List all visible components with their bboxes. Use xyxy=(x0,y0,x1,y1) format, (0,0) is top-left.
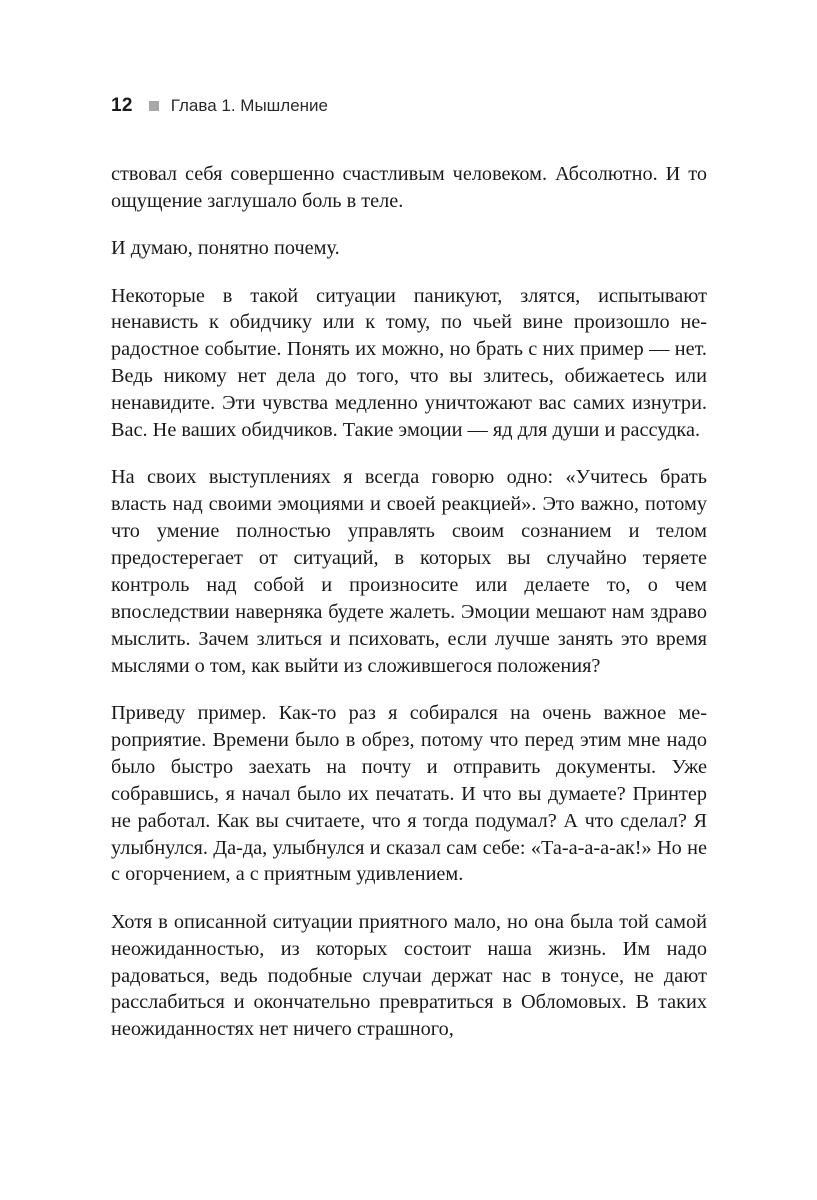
paragraph: Приведу пример. Как-то раз я собирался на очень важное мероприятие. Времени было в обрез, потому что перед этим мне надо было быстро заехать на почту и отправить документы. Уже собравшись, я начал было их печатать. И что вы думаете? Принтер не работал. Как вы считаете, что я тогда подумал? А что сделал? Я улыбнулся. Да-да, улыбнулся и сказал сам себе: «Та-а-а-а-ак!» Но не с огорчением, а с приятным удивлением. xyxy=(111,701,707,886)
paragraph: На своих выступлениях я всегда говорю одно: «Учитесь брать власть над своими эмоциями и своей реакцией». Это важно, потому что умение полностью управлять своим сознанием и телом предостерегает от ситуаций, в которых вы случайно теряете контроль над собой и произносите или делаете то, о чем впоследствии наверняка будете жалеть. Эмоции мешают нам здраво мыслить. Зачем злиться и психовать, если лучше занять это время мыслями о том, как выйти из сложившегося положения? xyxy=(111,466,707,677)
body-text xyxy=(111,161,707,1064)
paragraph: И думаю, понятно почему. xyxy=(111,237,340,260)
paragraph: Некоторые в такой ситуации паникуют, злятся, испытывают ненависть к обидчику или к тому, по чьей вине произошло нерадостное событие. Понять их можно, но брать с них пример — нет. Ведь никому нет дела до того, что вы злитесь, обижаетесь или ненавидите. Эти чувства медленно уничтожают вас самих изнутри. Вас. Не ваших обидчиков. Такие эмоции — яд для души и рассудка. xyxy=(111,284,707,442)
paragraph: Хотя в описанной ситуации приятного мало, но она была той самой неожиданностью, из которых состоит наша жизнь. Им надо радоваться, ведь подобные случаи держат нас в тонусе, не дают расслабиться и окончательно превратиться в Обломовых. В таких неожиданностях нет ничего страшного, xyxy=(111,910,707,1041)
running-head xyxy=(111,92,328,120)
page-number: 12 xyxy=(111,95,133,116)
square-separator-icon xyxy=(149,101,159,111)
paragraph: ствовал себя совершенно счастливым человеком. Абсолютно. И то ощущение заглушало боль в теле. xyxy=(111,163,707,212)
chapter-title: Глава 1. Мышление xyxy=(170,96,329,115)
